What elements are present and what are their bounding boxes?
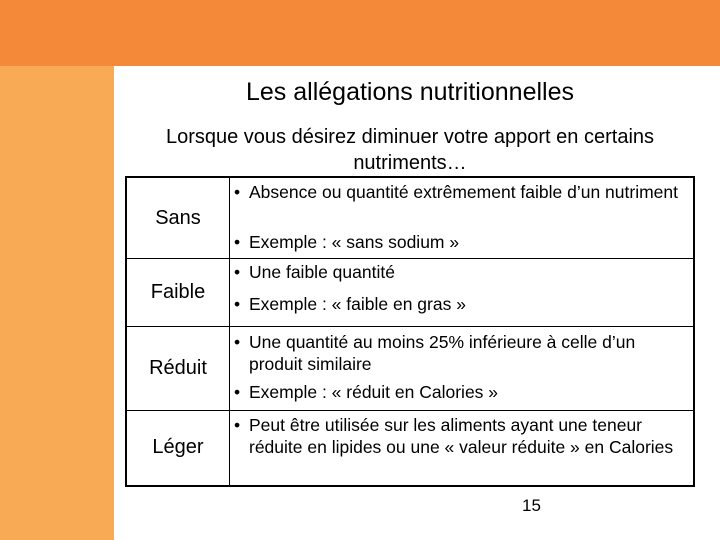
table-row	[127, 178, 693, 259]
description-cell	[234, 258, 691, 326]
term-cell: Léger	[127, 410, 230, 485]
list-item: • Absence ou quantité extrêmement faible d’un nutriment	[234, 182, 679, 202]
top-decor-band	[0, 0, 720, 66]
table-row	[127, 410, 693, 485]
description-cell	[234, 178, 691, 258]
bullet-icon: •	[234, 415, 241, 435]
bullet-icon: •	[234, 262, 241, 282]
bullet-icon: •	[234, 182, 241, 202]
term-cell: Faible	[127, 258, 230, 326]
page-number: 15	[522, 496, 541, 515]
left-decor-band	[0, 66, 114, 540]
table-row	[127, 326, 693, 411]
bullet-icon: •	[234, 232, 241, 252]
list-item: • Exemple : « sans sodium »	[234, 232, 460, 252]
list-item: • Exemple : « réduit en Calories »	[234, 382, 499, 402]
list-item: • Une quantité au moins 25% inférieure à celle d’un produit similaire	[234, 332, 636, 374]
description-cell	[234, 326, 691, 410]
slide-title: Les allégations nutritionnelles	[246, 78, 574, 106]
description-cell	[234, 410, 691, 485]
list-item: • Exemple : « faible en gras »	[234, 294, 466, 314]
bullet-icon: •	[234, 294, 241, 314]
list-item: • Une faible quantité	[234, 262, 395, 282]
claims-table	[125, 176, 695, 487]
slide-subtitle: Lorsque vous désirez diminuer votre apport en certains nutriments…	[165, 126, 655, 174]
bullet-icon: •	[234, 382, 241, 402]
list-item: • Peut être utilisée sur les aliments ayant une teneur réduite en lipides ou une « valeur réduite » en Calories	[234, 415, 674, 457]
term-cell: Sans	[127, 178, 230, 258]
table-row	[127, 258, 693, 327]
bullet-icon: •	[234, 332, 241, 352]
term-cell: Réduit	[127, 326, 230, 410]
